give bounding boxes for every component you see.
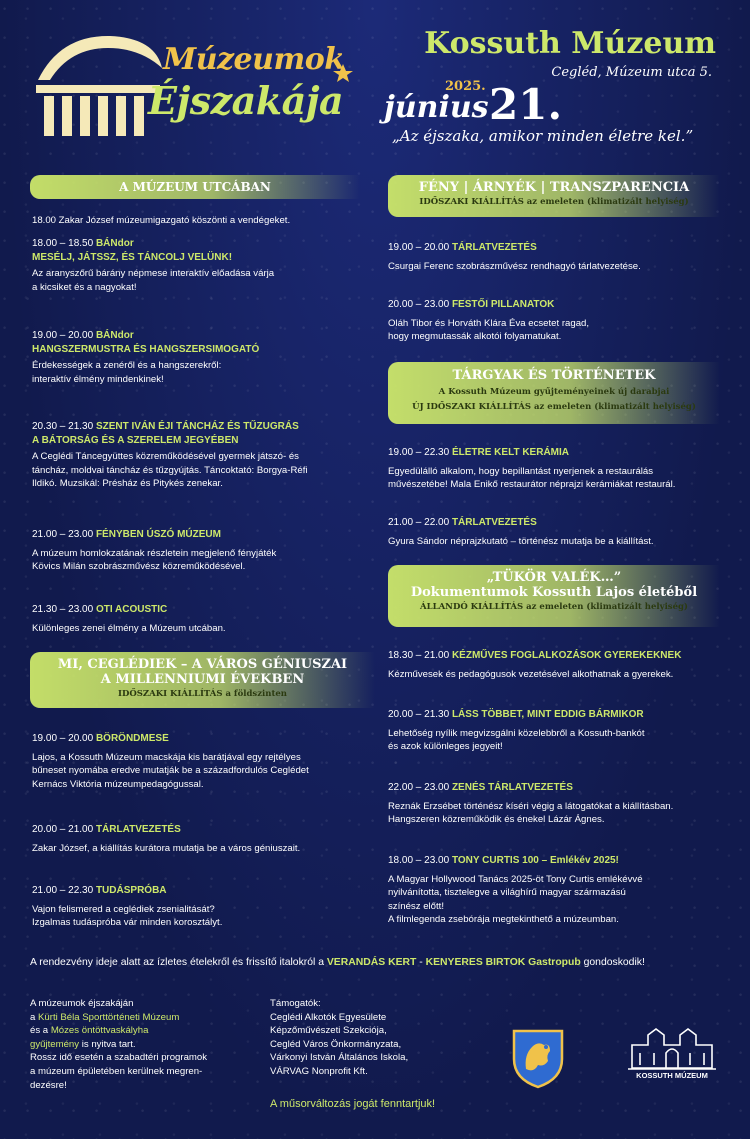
event-desc: Kövics Milán szobrászművész közreműködésével.	[32, 561, 246, 572]
event-item	[388, 241, 723, 273]
catering-venue: VERANDÁS KERT	[326, 957, 417, 968]
event-time: 19.00 – 20.00	[388, 242, 450, 253]
notice-line: is nyitva tart.	[81, 1038, 136, 1050]
logo-text-line2: Éjszakája	[148, 78, 344, 123]
sponsors-list	[270, 997, 490, 1079]
event-item	[32, 603, 367, 635]
event-time: 20.00 – 23.00	[388, 299, 450, 310]
section-subtitle2: ÚJ IDŐSZAKI KIÁLLÍTÁS az emeleten (klimatizált helyiség)	[412, 402, 696, 412]
event-item	[32, 237, 367, 294]
event-time: 22.00 – 23.00	[388, 782, 450, 793]
notice-line: A múzeumok éjszakáján	[30, 998, 134, 1009]
event-title2: HANGSZERMUSTRA ÉS HANGSZERSIMOGATÓ	[32, 343, 260, 355]
section-subtitle: ÁLLANDÓ KIÁLLÍTÁS az emeleten (klimatizált helyiség)	[420, 602, 688, 612]
event-item	[32, 884, 367, 930]
event-title: ZENÉS TÁRLATVEZETÉS	[451, 782, 573, 793]
event-item	[32, 528, 367, 574]
event-desc: Kernács Viktória múzeumpedagógussal.	[32, 778, 204, 790]
event-time: 21.00 – 23.00	[32, 529, 94, 540]
event-time: 20.30 – 21.30	[32, 421, 94, 432]
event-title: TÁRLATVEZETÉS	[451, 517, 537, 528]
event-desc: Izgalmas tudáspróba vár minden korosztályt.	[32, 917, 223, 928]
event-desc: A múzeum homlokzatának részletein megjelenő fényjáték	[32, 547, 277, 559]
welcome-line: 18.00 Zakar József múzeumigazgató köszönti a vendégeket.	[32, 215, 291, 226]
event-time: 19.00 – 22.30	[388, 447, 450, 458]
notice-line: Rossz idő esetén a szabadtéri programok	[30, 1052, 208, 1064]
event-item	[388, 781, 733, 827]
event-item	[388, 516, 728, 548]
event-desc: A Magyar Hollywood Tanács 2025-öt Tony Curtis emlékévvé	[388, 873, 643, 885]
event-desc: hogy megmutassák alkotói folyamatukat.	[388, 331, 562, 342]
date-year: 2025.	[445, 79, 486, 94]
date-day: 21.	[489, 80, 563, 129]
section-banner-mirror	[388, 565, 720, 627]
section-title: A MÚZEUM UTCÁBAN	[119, 180, 271, 194]
notice-line: a	[30, 1011, 36, 1023]
section-subtitle: IDŐSZAKI KIÁLLÍTÁS az emeleten (klimatizált helyiség)	[419, 197, 689, 207]
venue-name: Kürti Béla Sporttörténeti Múzeum	[38, 1011, 180, 1023]
notice-line: dezésre!	[30, 1079, 67, 1091]
event-time: 18.30 – 21.00	[388, 650, 450, 661]
sponsor-item: Képzőművészeti Szekciója,	[270, 1025, 387, 1037]
event-title: TONY CURTIS 100 – Emlékév 2025!	[451, 855, 619, 866]
event-item	[388, 298, 723, 344]
event-title: TÁRLATVEZETÉS	[451, 242, 537, 253]
welcome-text	[32, 214, 362, 228]
event-desc: művészetébe! Mala Enikő restaurátor néprajzi kerámiákat restaurál.	[388, 479, 676, 490]
event-title: BÁNdor	[95, 238, 134, 249]
museum-title: Kossuth Múzeum	[424, 26, 716, 61]
event-desc: Zakar József, a kiállítás kurátora mutatja be a város géniuszait.	[32, 842, 301, 854]
event-desc: a kicsiket és a nagyokat!	[32, 281, 137, 293]
event-title: BÖRÖNDMESE	[95, 733, 169, 744]
event-title: FÉNYBEN ÚSZÓ MÚZEUM	[95, 529, 221, 540]
date-month: június	[384, 90, 489, 125]
event-item	[388, 854, 728, 927]
section-title: „TÜKÖR VALÉK…”	[486, 570, 622, 585]
other-venues-notice	[30, 997, 260, 1092]
section-title2: A MILLENNIUMI ÉVEKBEN	[100, 672, 305, 687]
event-title2: A BÁTORSÁG ÉS A SZERELEM JEGYÉBEN	[32, 434, 239, 446]
event-desc: Az aranyszőrű bárány népmese interaktív előadása várja	[32, 268, 275, 279]
program-change-notice: A műsorváltozás jogát fenntartjuk!	[270, 1098, 436, 1110]
event-title: TÁRLATVEZETÉS	[95, 824, 181, 835]
event-desc: Különleges zenei élmény a Múzeum utcában.	[32, 622, 226, 634]
section-title: MI, CEGLÉDIEK – A VÁROS GÉNIUSZAI	[57, 657, 348, 672]
section-title2: Dokumentumok Kossuth Lajos életéből	[410, 585, 698, 600]
event-time: 21.00 – 22.00	[388, 517, 450, 528]
event-time: 18.00 – 18.50	[32, 238, 94, 249]
catering-dash: -	[419, 957, 423, 968]
event-desc: Kézművesek és pedagógusok vezetésével alkothatnak a gyerekek.	[388, 668, 674, 680]
catering-partner: KENYERES BIRTOK Gastropub	[425, 957, 581, 968]
event-title: OTI ACOUSTIC	[95, 604, 168, 615]
section-title: TÁRGYAK ÉS TÖRTÉNETEK	[452, 368, 656, 383]
event-item	[388, 649, 728, 681]
event-time: 18.00 – 23.00	[388, 855, 450, 866]
event-item	[388, 708, 728, 754]
sponsor-item: VÁRVAG Nonprofit Kft.	[270, 1065, 368, 1077]
catering-text: A rendezvény ideje alatt az ízletes ételekről és frissítő italokról a	[30, 957, 324, 968]
event-desc: A filmlegenda zsebórája megtekinthető a múzeumban.	[388, 914, 619, 925]
section-banner-objects-stories	[388, 362, 720, 424]
event-time: 19.00 – 20.00	[32, 330, 94, 341]
venue-name: gyűjtemény	[30, 1038, 80, 1050]
notice-line: és a	[30, 1025, 49, 1037]
event-time: 21.30 – 23.00	[32, 604, 94, 615]
event-desc: Ildikó. Muzsikál: Présház és Pitykés zenekar.	[32, 478, 223, 489]
event-item	[388, 446, 728, 492]
event-desc: Vajon felismered a ceglédiek zsenialitását?	[32, 903, 215, 915]
museum-logo-label: KOSSUTH MÚZEUM	[636, 1071, 708, 1080]
event-item	[32, 420, 367, 491]
logo-text-line1: Múzeumok	[163, 42, 345, 77]
section-banner-cegled-geniuses	[30, 652, 375, 708]
event-item	[32, 329, 367, 386]
event-title2: MESÉLJ, JÁTSSZ, ÉS TÁNCOLJ VELÜNK!	[32, 251, 233, 263]
event-title: TUDÁSPRÓBA	[95, 885, 167, 896]
sponsors-title: Támogatók:	[270, 998, 321, 1009]
museum-address: Cegléd, Múzeum utca 5.	[551, 65, 712, 80]
event-desc: interaktív élmény mindenkinek!	[32, 373, 164, 385]
event-desc: Érdekességek a zenéről és a hangszerekről:	[32, 360, 222, 371]
event-desc: Lehetőség nyílik megvizsgálni közelebbről a Kossuth-bankót	[388, 727, 645, 739]
section-title: FÉNY | ÁRNYÉK | TRANSZPARENCIA	[418, 180, 690, 195]
sponsor-item: Ceglédi Alkotók Egyesülete	[270, 1011, 387, 1023]
event-desc: bűneset nyomába eredve mutatják be a századfordulós Ceglédet	[32, 765, 309, 776]
section-subtitle: IDŐSZAKI KIÁLLÍTÁS a földszinten	[118, 689, 287, 699]
event-desc: színész előtt!	[388, 900, 444, 912]
event-time: 21.00 – 22.30	[32, 885, 94, 896]
event-desc: Reznák Erzsébet történész kíséri végig a látogatókat a kiállításban.	[388, 800, 674, 812]
sponsor-item: Cegléd Város Önkormányzata,	[270, 1038, 402, 1050]
event-title: BÁNdor	[95, 330, 134, 341]
section-subtitle: A Kossuth Múzeum gyűjteményeinek új darabjai	[438, 387, 670, 397]
cegled-crest-icon	[510, 1025, 566, 1089]
notice-line: a múzeum épületében kerülnek megren-	[30, 1065, 203, 1077]
event-desc: Egyedülálló alkalom, hogy bepillantást nyerjenek a restaurálás	[388, 465, 654, 477]
event-item	[32, 823, 367, 855]
event-title: KÉZMŰVES FOGLALKOZÁSOK GYEREKEKNEK	[451, 650, 682, 661]
section-banner-light-shadow	[388, 175, 720, 217]
section-banner-museum-street	[30, 175, 360, 199]
event-title: FESTŐI PILLANATOK	[451, 299, 555, 310]
event-time: 19.00 – 20.00	[32, 733, 94, 744]
sponsor-item: Várkonyi István Általános Iskola,	[270, 1052, 409, 1064]
event-title: LÁSS TÖBBET, MINT EDDIG BÁRMIKOR	[451, 709, 644, 720]
event-time: 20.00 – 21.30	[388, 709, 450, 720]
event-item	[32, 732, 367, 791]
catering-text-end: gondoskodik!	[583, 957, 645, 968]
event-desc: és azok különleges jegyeit!	[388, 741, 503, 752]
catering-notice	[30, 957, 720, 968]
event-desc: nyilvánította, tisztelegve a világhírű magyar származású	[388, 887, 626, 898]
event-desc: Hangszeren közreműködik és énekel Lázár Ágnes.	[388, 814, 605, 825]
event-desc: A Ceglédi Táncegyüttes közreműködésével gyermek játszó- és	[32, 451, 299, 462]
event-desc: Gyura Sándor néprajzkutató – történész mutatja be a kiállítást.	[388, 535, 654, 547]
event-desc: Lajos, a Kossuth Múzeum macskája kis barátjával egy rejtélyes	[32, 751, 301, 763]
event-title: ÉLETRE KELT KERÁMIA	[451, 447, 569, 458]
event-desc: táncház, moldvai táncház és tűzgyújtás. Táncoktató: Borgya-Réfi	[32, 464, 308, 476]
event-desc: Oláh Tibor és Horváth Klára Éva ecsetet ragad,	[388, 317, 590, 329]
motto: „Az éjszaka, amikor minden életre kel.”	[392, 127, 694, 145]
event-desc: Csurgai Ferenc szobrászművész rendhagyó tárlatvezetése.	[388, 260, 641, 272]
venue-name: Mózes öntöttvaskályha	[50, 1025, 149, 1037]
event-title: SZENT IVÁN ÉJI TÁNCHÁZ ÉS TŰZUGRÁS	[95, 421, 299, 432]
event-time: 20.00 – 21.00	[32, 824, 94, 835]
